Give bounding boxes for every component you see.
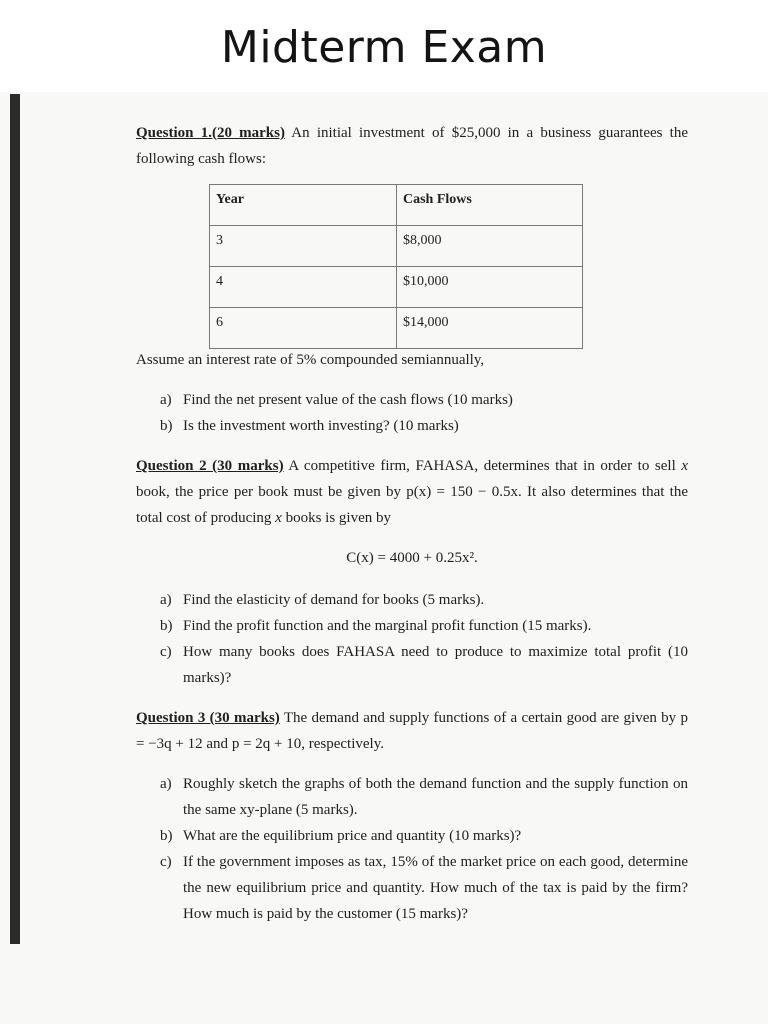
part-text: What are the equilibrium price and quantity (10 marks)? [183, 828, 522, 844]
price-function: p(x) = 150 − 0.5x [406, 484, 518, 500]
part-label: c) [160, 644, 172, 660]
part-text: If the government imposes as tax, 15% of the market price on each good, determine the new equilibrium price and quantity. How much of the tax is paid by the firm? How much is paid by the customer (15 marks)? [183, 854, 688, 922]
table-cell-cash-flow: $14,000 [397, 308, 583, 349]
part-label: b) [160, 828, 173, 844]
list-item [136, 413, 688, 439]
q2-intro [136, 453, 688, 531]
q3-parts [136, 771, 688, 927]
q2-intro-text: . It also determines that the total cost of producing [136, 484, 688, 526]
variable-x: x [275, 510, 282, 526]
part-text: Roughly sketch the graphs of both the demand function and the supply function on the same xy-plane (5 marks). [183, 776, 688, 818]
part-text: Find the profit function and the marginal profit function (15 marks). [183, 618, 592, 634]
cash-flow-table [209, 184, 583, 349]
table-cell-year: 6 [210, 308, 397, 349]
part-label: c) [160, 854, 172, 870]
table-cell-year: 4 [210, 267, 397, 308]
q3-intro-text: and [202, 736, 232, 752]
variable-x: x [681, 458, 689, 474]
q2-parts [136, 587, 688, 691]
part-label: b) [160, 418, 173, 434]
list-item [136, 823, 688, 849]
table-header-year: Year [210, 185, 397, 226]
left-edge-bar [10, 94, 20, 944]
q3-intro [136, 705, 688, 757]
list-item [136, 771, 688, 823]
part-text: Is the investment worth investing? (10 marks) [183, 418, 459, 434]
q1-intro-text: An initial investment of $25,000 in a business guarantees the following cash flows: [136, 125, 688, 167]
table-header-row [210, 185, 583, 226]
q3-intro-text: The demand and supply functions of a certain good are given by [279, 710, 681, 726]
part-label: a) [160, 392, 172, 408]
q2-intro-text: A competitive firm, FAHASA, determines that in order to sell [283, 458, 682, 474]
table-row [210, 267, 583, 308]
list-item [136, 387, 688, 413]
q3-heading: Question 3 (30 marks) [136, 710, 280, 726]
q2-heading: Question 2 (30 marks) [136, 458, 284, 474]
demand-function: p = −3q + 12 [136, 710, 688, 752]
page-title: Midterm Exam [220, 22, 548, 73]
table-cell-year: 3 [210, 226, 397, 267]
part-label: b) [160, 618, 173, 634]
part-text: Find the elasticity of demand for books (5 marks). [183, 592, 485, 608]
table-row [210, 308, 583, 349]
list-item [136, 849, 688, 927]
q1-assumption: Assume an interest rate of 5% compounded semiannually, [136, 352, 485, 368]
table-cell-cash-flow: $10,000 [397, 267, 583, 308]
supply-function: p = 2q + 10 [231, 736, 302, 752]
q2-intro-text: books is given by [281, 510, 391, 526]
part-text: Find the net present value of the cash flows (10 marks) [183, 392, 513, 408]
q1-heading: Question 1.(20 marks) [136, 125, 285, 141]
table-row [210, 226, 583, 267]
part-text: How many books does FAHASA need to produce to maximize total profit (10 marks)? [183, 644, 688, 686]
part-label: a) [160, 776, 172, 792]
exam-content [136, 118, 688, 927]
list-item [136, 613, 688, 639]
table-header-cash-flows: Cash Flows [397, 185, 583, 226]
cost-function: C(x) = 4000 + 0.25x². [346, 550, 478, 566]
list-item [136, 639, 688, 691]
q2-intro-text: book, the price per book must be given by [136, 484, 407, 500]
q3-intro-text: , respectively. [301, 736, 384, 752]
table-cell-cash-flow: $8,000 [397, 226, 583, 267]
q1-intro [136, 120, 688, 172]
part-label: a) [160, 592, 172, 608]
q1-parts [136, 387, 688, 439]
list-item [136, 587, 688, 613]
